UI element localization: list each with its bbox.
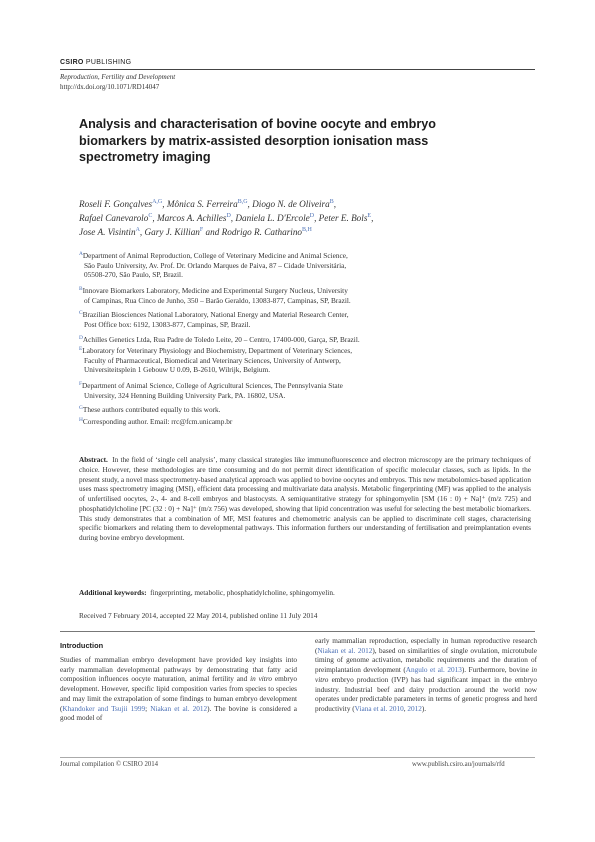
affiliation-line: Brazilian Biosciences National Laboratory, National Energy and Material Research Center, (82, 310, 349, 319)
author-name: Peter E. Bols (318, 213, 368, 223)
journal-name: Reproduction, Fertility and Development (60, 73, 176, 81)
affiliation-line: Achilles Genetics Ltda, Rua Padre de Toledo Leite, 20 – Centro, 17400-000, Garça, SP, Brazil. (82, 335, 360, 344)
doi-link[interactable]: http://dx.doi.org/10.1071/RD14047 (60, 83, 160, 91)
author-affiliation-marker[interactable]: D (309, 213, 315, 219)
author-separator: , (162, 199, 167, 209)
affiliation-line: Post Office box: 6192, 13083-877, Campinas, SP, Brazil. (84, 319, 251, 329)
citation-link[interactable]: 2012 (407, 704, 422, 713)
affiliation-marker: E (79, 346, 83, 352)
affiliation-marker: D (79, 335, 83, 341)
affiliation-item (79, 285, 351, 305)
affiliation-line: Corresponding author. Email: rrc@fcm.unicamp.br (82, 417, 233, 426)
author-name: Jose A. Visintin (79, 227, 136, 237)
affiliation-line: These authors contributed equally to this work. (82, 405, 221, 414)
author-affiliation-marker[interactable]: D (226, 213, 231, 219)
author-affiliation-marker[interactable]: B (329, 199, 334, 205)
author-name: Rafael Canevarolo (79, 213, 149, 223)
affiliation-line: 05508-270, São Paulo, SP, Brazil. (84, 270, 183, 280)
citation-link[interactable]: Niakan et al. 2012 (150, 704, 208, 713)
publisher-bold: CSIRO (60, 59, 84, 66)
author-name: Mônica S. Ferreira (166, 199, 238, 209)
intro-text: ). The bovine is considered a good model of (60, 704, 298, 723)
intro-italic: in vitro (250, 675, 272, 684)
intro-text: , (403, 704, 408, 713)
intro-text: embryo production (IVP) has had significant impact in the embryo industry. Industrial beef and dairy production around the world now operates under predictable parameters in terms of genetic progress and herd productivity ( (315, 675, 537, 713)
affiliation-item (79, 250, 348, 280)
affiliation-line: Universiteitsplein 1 Gebouw U 0.09, B-2610, Wilrijk, Belgium. (84, 365, 271, 375)
author-name: Diogo N. de Oliveira (252, 199, 330, 209)
author-name: Roseli F. Gonçalves (79, 199, 153, 209)
author-name: Marcos A. Achilles (156, 213, 227, 223)
intro-text: ; (145, 704, 151, 713)
author-affiliation-marker[interactable]: E (367, 213, 372, 219)
citation-link[interactable]: Viana et al. 2010 (354, 704, 404, 713)
abstract (79, 456, 531, 544)
publisher-name (60, 59, 131, 66)
intro-text: embryo development. However, specific lipid composition varies from species to species and may limit the extrapolation of some findings to human embryo development ( (60, 675, 297, 713)
affiliation-marker: A (79, 251, 83, 257)
header-rule (60, 69, 535, 70)
intro-column-left (60, 656, 297, 724)
affiliation-line: Laboratory for Veterinary Physiology and Biochemistry, Department of Veterinary Sciences, (82, 346, 353, 355)
keywords-text: fingerprinting, metabolic, phosphatidylcholine, sphingomyelin. (150, 588, 335, 597)
abstract-label: Abstract. (79, 456, 108, 464)
affiliation-line: Department of Animal Science, College of Agricultural Sciences, The Pennsylvania State (82, 381, 343, 390)
citation-link[interactable]: Niakan et al. 2012 (317, 646, 373, 655)
keywords (79, 588, 335, 597)
affiliation-line: Faculty of Pharmaceutical, Biomedical and Veterinary Sciences, University of Antwerp, (84, 355, 341, 365)
footer-rule (60, 757, 535, 758)
author-affiliation-marker[interactable]: A,G (152, 199, 163, 205)
author-separator: , (139, 227, 145, 237)
intro-text: ). (421, 704, 427, 713)
author-affiliation-marker[interactable]: A (135, 227, 140, 233)
intro-italic: in vitro (315, 666, 537, 684)
intro-text: ). Furthermore, bovine (461, 666, 532, 675)
affiliation-marker: F (79, 381, 82, 387)
citation-link[interactable]: Khandoker and Tsujii 1999 (62, 704, 146, 713)
affiliation-item (79, 345, 352, 375)
author-separator: , (230, 213, 236, 223)
affiliation-marker: G (79, 405, 83, 411)
author-affiliation-marker[interactable]: B,G (237, 199, 248, 205)
author-separator: , (314, 213, 319, 223)
intro-text: Studies of mammalian embryo development have provided key insights into early mammalian developmental pathways by demonstrating that fatty acid composition influences oocyte maturation, animal fertility and (60, 656, 297, 684)
affiliation-item (79, 309, 349, 329)
author-separator: and (203, 227, 222, 237)
affiliation-line: University, 324 Henning Building University Park, PA. 16802, USA. (84, 390, 286, 400)
section-rule (60, 631, 535, 632)
affiliation-line: of Campinas, Rua Cinco de Junho, 350 – Barão Geraldo, 13083-877, Campinas, SP, Brazil. (84, 295, 351, 305)
author-affiliation-marker[interactable]: B,H (302, 227, 312, 233)
affiliation-item (79, 416, 232, 427)
author-separator: , (152, 213, 157, 223)
author-affiliation-marker[interactable]: F (199, 227, 204, 233)
author-line-1 (79, 199, 336, 209)
author-name: Rodrigo R. Catharino (221, 227, 303, 237)
author-line-2 (79, 213, 373, 223)
article-title: Analysis and characterisation of bovine oocyte and embryo biomarkers by matrix-assisted desorption ionisation mass spectrometry imaging (79, 117, 436, 165)
author-separator: , (247, 199, 253, 209)
received-dates: Received 7 February 2014, accepted 22 May 2014, published online 11 July 2014 (79, 611, 318, 620)
footer-url[interactable]: www.publish.csiro.au/journals/rfd (412, 761, 505, 768)
affiliation-item (79, 380, 343, 400)
intro-text: ), based on similarities of single ovulation, microtubule timing of genome activation, metabolic requirements and the duration of preimplantation development ( (315, 646, 537, 675)
affiliation-item (79, 334, 360, 345)
affiliation-marker: B (79, 286, 83, 292)
author-separator: , (371, 213, 374, 223)
footer-copyright: Journal compilation © CSIRO 2014 (60, 761, 159, 768)
affiliation-marker: H (79, 417, 83, 423)
introduction-heading: Introduction (60, 641, 104, 650)
author-separator: , (333, 199, 337, 209)
intro-column-right (315, 637, 537, 715)
author-name: Daniela L. D'Ercole (235, 213, 310, 223)
intro-text: early mammalian reproduction, especially in human reproductive research ( (315, 637, 537, 655)
author-name: Gary J. Killian (144, 227, 200, 237)
abstract-text: In the field of ‘single cell analysis’, many classical strategies like immunofluorescence and electron microscopy are the primary techniques of choice. However, these methodologies are time consuming and do not permit direct identification of specific molecular classes, such as lipids. In the present study, a novel mass spectrometry-based analytical approach was applied to bovine oocytes and embryos. This new metabolomics-based application uses mass spectrometry imaging (MSI), efficient data processing and multivariate data analysis. Metabolic fingerprinting (MF) was applied to the analysis of unfertilised oocytes, 2-, 4- and 8-cell embryos and blastocysts. A semiquantitative strategy for sphingomyelin [SM (16 : 0) + Na]⁺ (m/z 725) and phosphatidylcholine [PC (32 : 0) + Na]⁺ (m/z 756) was developed, showing that lipid concentration was useful for selecting the best metabolic biomarkers. This study demonstrates that a combination of MF, MSI features and chemometric analysis can be applied to discriminate cell stages, characterising specific biomarkers and relating them to developmental pathways. This information furthers our understanding of fertilisation and preimplantation events during bovine embryo development. (79, 456, 532, 542)
author-line-3 (79, 227, 312, 237)
author-affiliation-marker[interactable]: C (148, 213, 153, 219)
affiliation-line: Department of Animal Reproduction, College of Veterinary Medicine and Animal Science, (82, 251, 348, 260)
affiliation-marker: C (79, 310, 83, 316)
affiliation-item (79, 404, 221, 415)
citation-link[interactable]: Angulo et al. 2013 (405, 666, 462, 675)
affiliation-line: Innovare Biomarkers Laboratory, Medicine and Experimental Surgery Nucleus, University (82, 286, 348, 295)
keywords-label: Additional keywords: (79, 588, 147, 597)
affiliation-line: São Paulo University, Av. Prof. Dr. Orlando Marques de Paiva, 87 – Cidade Universitária, (84, 260, 347, 270)
publisher-rest: PUBLISHING (83, 59, 132, 66)
